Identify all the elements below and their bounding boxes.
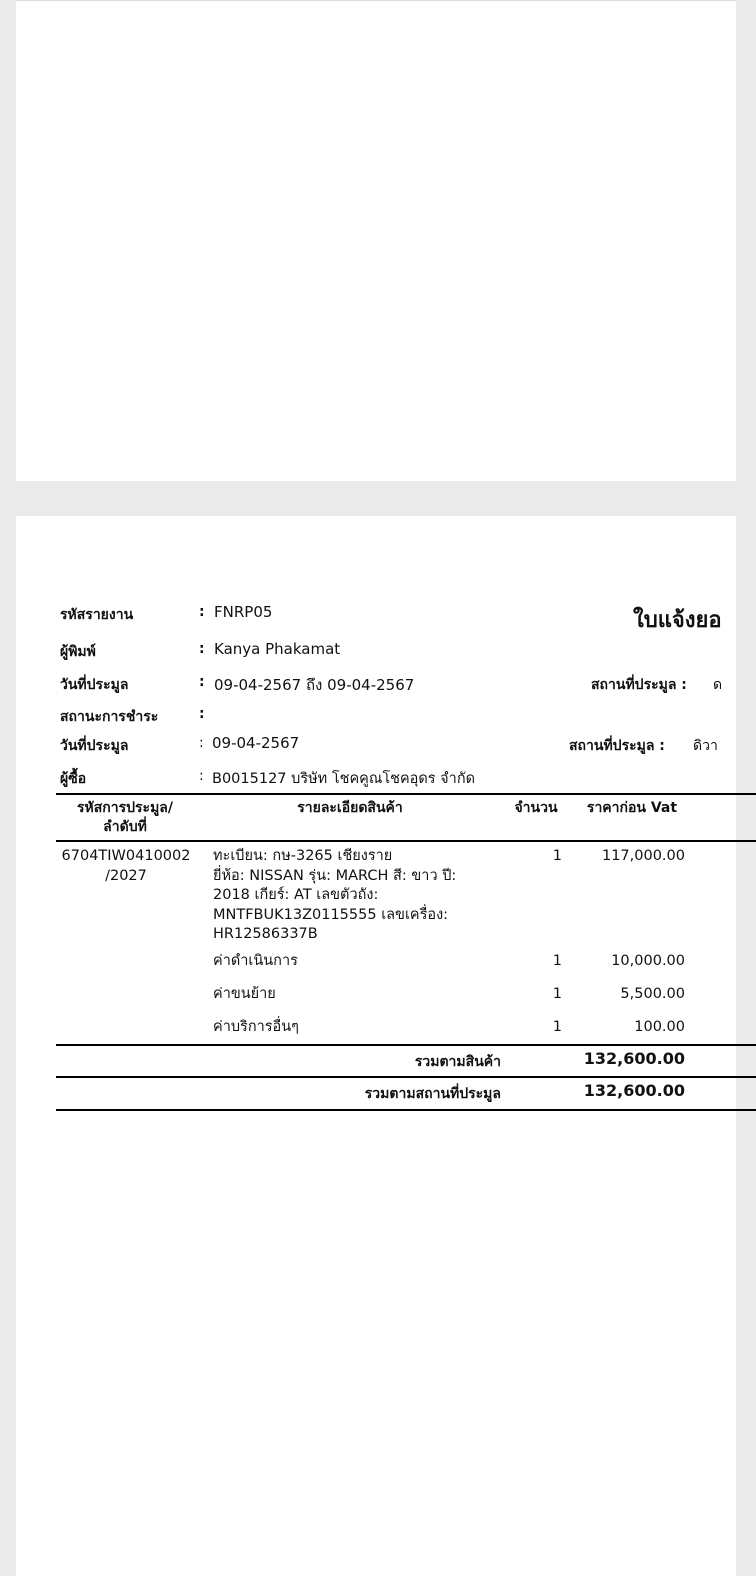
field-colon: : — [199, 706, 205, 722]
cell-qty: 1 — [552, 848, 562, 864]
cell-fee-detail: ค่าขนย้าย — [213, 986, 276, 1002]
cell-fee-detail: ค่าดำเนินการ — [213, 953, 298, 969]
cell-fee-price: 5,500.00 — [620, 986, 685, 1002]
cell-fee-price: 10,000.00 — [611, 953, 685, 969]
total-label: รวมตามสถานที่ประมูล — [364, 1086, 501, 1102]
subtotal-value: 132,600.00 — [583, 1049, 685, 1068]
total-value: 132,600.00 — [583, 1081, 685, 1100]
column-header-detail: รายละเอียดสินค้า — [297, 800, 403, 816]
pdf-page-1 — [16, 0, 736, 481]
column-header-code: รหัสการประมูล/ ลำดับที่ — [77, 800, 173, 835]
field-label-report-code: รหัสรายงาน — [60, 607, 134, 623]
table-header-rule — [56, 840, 756, 842]
subtotal-rule — [56, 1044, 756, 1046]
report-title: ใบแจ้งยอ — [633, 608, 722, 633]
field-value-auction-venue-2: ดิวา — [693, 738, 718, 754]
total-rule — [56, 1076, 756, 1078]
detail-line: ยี่ห้อ: NISSAN รุ่น: MARCH สี: ขาว ปี: — [213, 867, 457, 884]
cell-fee-qty: 1 — [552, 1019, 562, 1035]
field-colon: : — [199, 768, 204, 784]
field-colon: : — [199, 735, 204, 751]
detail-line: HR12586337B — [213, 926, 318, 942]
field-value-report-code: FNRP05 — [214, 603, 273, 621]
cell-fee-qty: 1 — [552, 986, 562, 1002]
pdf-page-2 — [16, 516, 736, 1576]
field-value-auction-date: 09-04-2567 — [212, 734, 300, 752]
field-label-buyer: ผู้ซื้อ — [60, 771, 87, 787]
cell-fee-price: 100.00 — [634, 1019, 685, 1035]
detail-line: MNTFBUK13Z0115555 เลขเครื่อง: — [213, 906, 449, 923]
field-value-printer: Kanya Phakamat — [214, 640, 341, 658]
field-value-auction-date-range: 09-04-2567 ถึง 09-04-2567 — [214, 676, 415, 694]
field-label-auction-date: วันที่ประมูล — [60, 738, 129, 754]
column-header-qty: จำนวน — [514, 800, 558, 816]
field-label-payment-status: สถานะการชำระ — [60, 709, 159, 725]
table-top-rule — [56, 793, 756, 795]
field-colon: : — [199, 604, 205, 620]
detail-line: ทะเบียน: กษ-3265 เชียงราย — [213, 848, 393, 864]
detail-line: 2018 เกียร์: AT เลขตัวถัง: — [213, 887, 379, 903]
cell-item-detail — [213, 847, 513, 945]
field-label-auction-date-range: วันที่ประมูล — [60, 677, 129, 693]
field-colon: : — [199, 674, 205, 690]
field-value-auction-venue: ด — [713, 677, 723, 693]
subtotal-label: รวมตามสินค้า — [414, 1054, 501, 1070]
cell-fee-detail: ค่าบริการอื่นๆ — [213, 1019, 299, 1035]
cell-fee-qty: 1 — [552, 953, 562, 969]
field-colon: : — [199, 641, 205, 657]
cell-auction-code: 6704TIW0410002 /2027 — [61, 848, 191, 884]
field-label-auction-venue-2: สถานที่ประมูล : — [569, 738, 665, 754]
table-bottom-rule — [56, 1109, 756, 1111]
field-label-printer: ผู้พิมพ์ — [60, 644, 96, 660]
field-value-buyer: B0015127 บริษัท โชคคูณโชคอุดร จำกัด — [212, 771, 476, 787]
column-header-price: ราคาก่อน Vat — [586, 800, 678, 816]
cell-price: 117,000.00 — [601, 848, 685, 864]
field-label-auction-venue: สถานที่ประมูล : — [591, 677, 687, 693]
